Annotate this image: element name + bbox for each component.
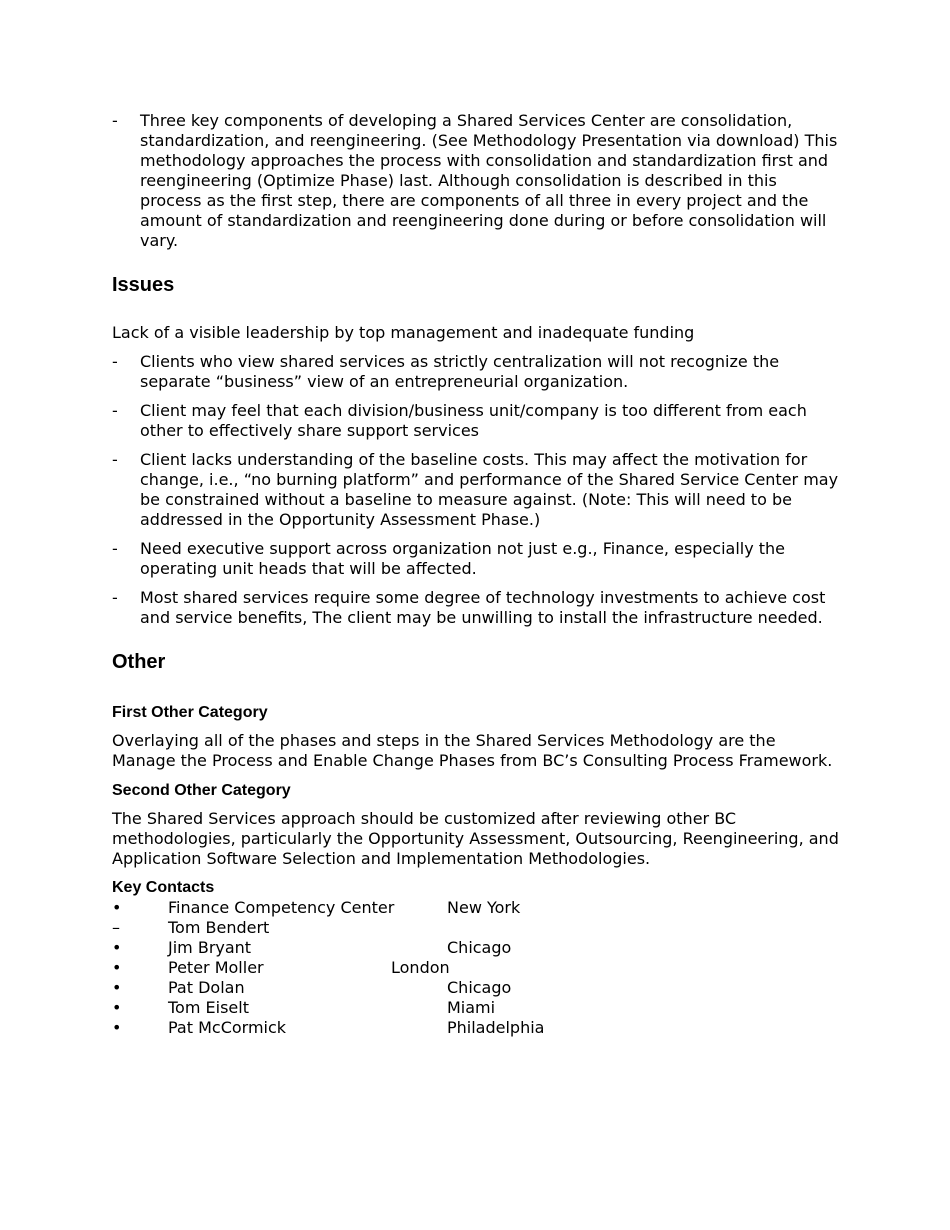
bullet-marker: • — [112, 938, 122, 957]
contact-row — [112, 898, 842, 918]
contact-row — [112, 938, 842, 958]
contact-city: Miami — [447, 998, 496, 1017]
issue-text: Most shared services require some degree of technology investments to achieve cost and service benefits, The client may be unwilling to install the infrastructure needed. — [140, 588, 826, 627]
first-category-text: Overlaying all of the phases and steps in the Shared Services Methodology are the Manage the Process and Enable Change Phases from BC’s Consulting Process Framework. — [112, 731, 833, 770]
contact-city: New York — [447, 898, 521, 917]
bullet-marker: • — [112, 978, 122, 997]
contact-city: Philadelphia — [447, 1018, 545, 1037]
issue-text: Client lacks understanding of the baseline costs. This may affect the motivation for change, i.e., “no burning platform” and performance of the Shared Service Center may be constrained without a baseline to measure against. (Note: This will need to be addressed in the Opportunity Assessment Phase.) — [140, 450, 839, 529]
bullet-marker: • — [112, 998, 122, 1017]
contact-city: London — [391, 958, 450, 977]
contact-row — [112, 998, 842, 1018]
document-body — [112, 111, 842, 1038]
second-category-title: Second Other Category — [112, 782, 291, 799]
dash-marker: - — [112, 352, 118, 371]
first-category-title: First Other Category — [112, 704, 268, 721]
issue-item — [112, 588, 842, 628]
contact-row — [112, 958, 842, 978]
bullet-marker: • — [112, 1018, 122, 1037]
issue-text: Client may feel that each division/business unit/company is too different from each other to effectively share support services — [140, 401, 807, 440]
bullet-marker: • — [112, 898, 122, 917]
intro-text: Three key components of developing a Shared Services Center are consolidation, standardization, and reengineering. (See Methodology Presentation via download) This methodology approaches the process with consolidation and standardization first and reengineering (Optimize Phase) last. Although consolidation is described in this process as the first step, there are components of all three in every project and the amount of standardization and reengineering done during or before consolidation will vary. — [140, 111, 838, 250]
contact-row — [112, 978, 842, 998]
contact-name: Peter Moller — [168, 958, 264, 977]
dash-marker: - — [112, 401, 118, 420]
bullet-marker: • — [112, 958, 122, 977]
dash-marker: – — [112, 918, 120, 937]
issue-item — [112, 352, 842, 392]
other-heading: Other — [112, 651, 166, 673]
issue-text: Clients who view shared services as strictly centralization will not recognize the separate “business” view of an entrepreneurial organization. — [140, 352, 780, 391]
contact-name: Jim Bryant — [168, 938, 252, 957]
issue-item — [112, 401, 842, 441]
contact-row — [112, 1018, 842, 1038]
contact-name: Pat Dolan — [168, 978, 245, 997]
second-category-text: The Shared Services approach should be customized after reviewing other BC methodologies, particularly the Opportunity Assessment, Outsourcing, Reengineering, and Application Software Selection and Implementation Methodologies. — [112, 809, 839, 868]
dash-marker: - — [112, 111, 118, 130]
key-contacts-list — [112, 898, 842, 1038]
issue-text: Need executive support across organization not just e.g., Finance, especially the operating unit heads that will be affected. — [140, 539, 786, 578]
issue-item — [112, 539, 842, 579]
dash-marker: - — [112, 450, 118, 469]
key-contacts-title: Key Contacts — [112, 879, 215, 896]
contact-name: Pat McCormick — [168, 1018, 287, 1037]
issues-lead: Lack of a visible leadership by top management and inadequate funding — [112, 323, 695, 342]
contact-city: Chicago — [447, 978, 512, 997]
dash-marker: - — [112, 588, 118, 607]
contact-city: Chicago — [447, 938, 512, 957]
issues-heading: Issues — [112, 274, 175, 296]
intro-list-item — [112, 111, 842, 251]
contact-name: Finance Competency Center — [168, 898, 395, 917]
contact-name: Tom Eiselt — [168, 998, 249, 1017]
contact-name: Tom Bendert — [168, 918, 270, 937]
issue-item — [112, 450, 842, 530]
contact-row — [112, 918, 842, 938]
dash-marker: - — [112, 539, 118, 558]
